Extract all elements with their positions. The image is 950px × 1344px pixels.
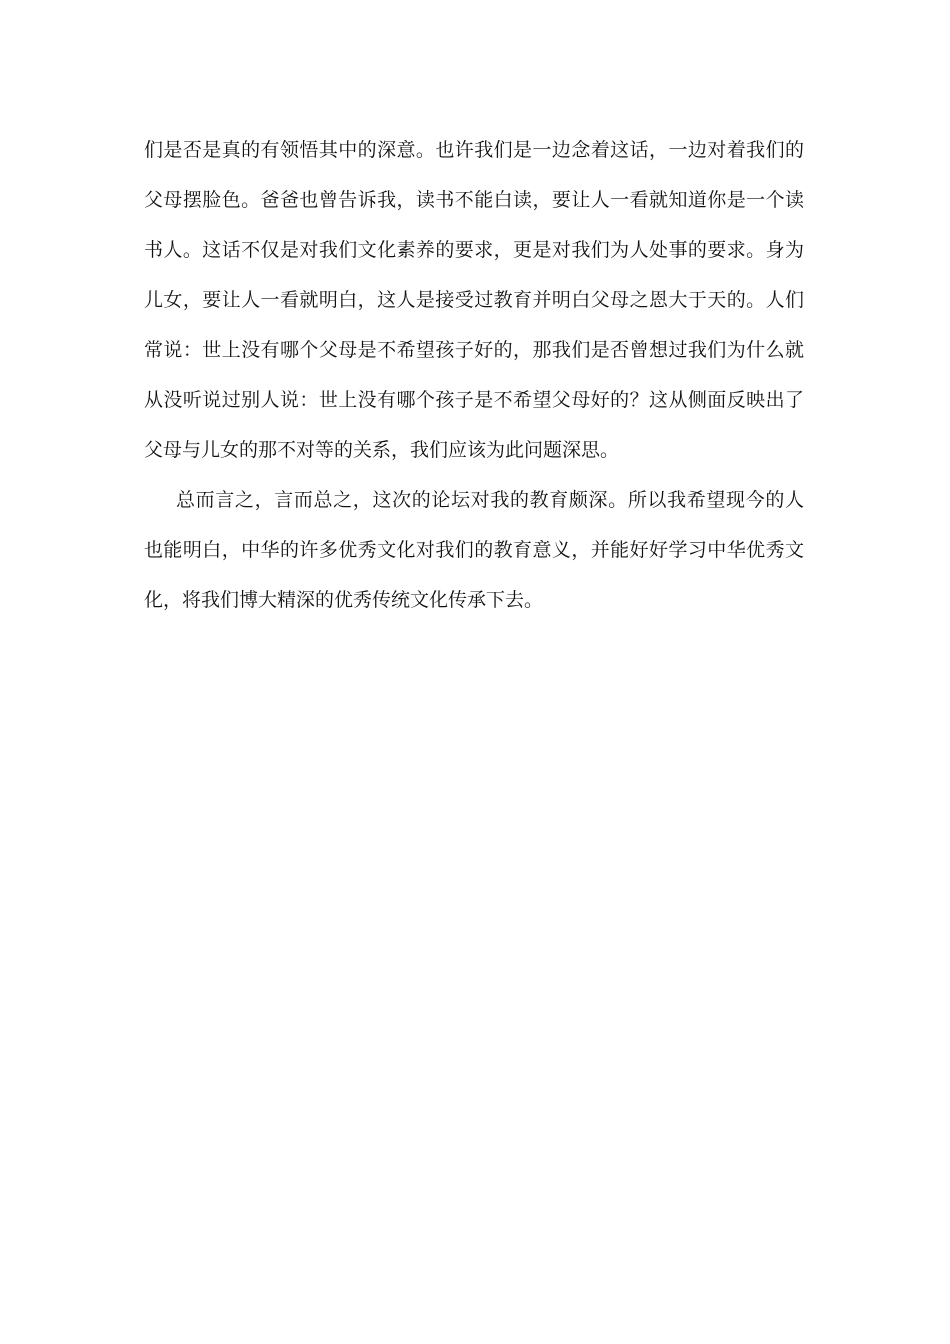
paragraph-1-line-6: 从没听说过别人说：世上没有哪个孩子是不希望父母好的？这从侧面反映出了 <box>144 389 804 411</box>
paragraph-1-line-2: 父母摆脸色。爸爸也曾告诉我，读书不能白读，要让人一看就知道你是一个读 <box>144 189 804 211</box>
paragraph-1-line-1: 们是否是真的有领悟其中的深意。也许我们是一边念着这话，一边对着我们的 <box>144 139 804 161</box>
paragraph-1-line-3: 书人。这话不仅是对我们文化素养的要求，更是对我们为人处事的要求。身为 <box>144 239 804 261</box>
paragraph-2-line-2: 也能明白，中华的许多优秀文化对我们的教育意义，并能好好学习中华优秀文 <box>144 539 804 561</box>
paragraph-1-line-7: 父母与儿女的那不对等的关系，我们应该为此问题深思。 <box>144 439 620 461</box>
paragraph-2-line-3: 化，将我们博大精深的优秀传统文化传承下去。 <box>144 589 544 611</box>
paragraph-1-line-4: 儿女，要让人一看就明白，这人是接受过教育并明白父母之恩大于天的。人们 <box>144 289 804 311</box>
paragraph-1-line-5: 常说：世上没有哪个父母是不希望孩子好的，那我们是否曾想过我们为什么就 <box>144 339 804 361</box>
paragraph-2-line-1: 总而言之，言而总之，这次的论坛对我的教育颇深。所以我希望现今的人 <box>176 489 804 511</box>
